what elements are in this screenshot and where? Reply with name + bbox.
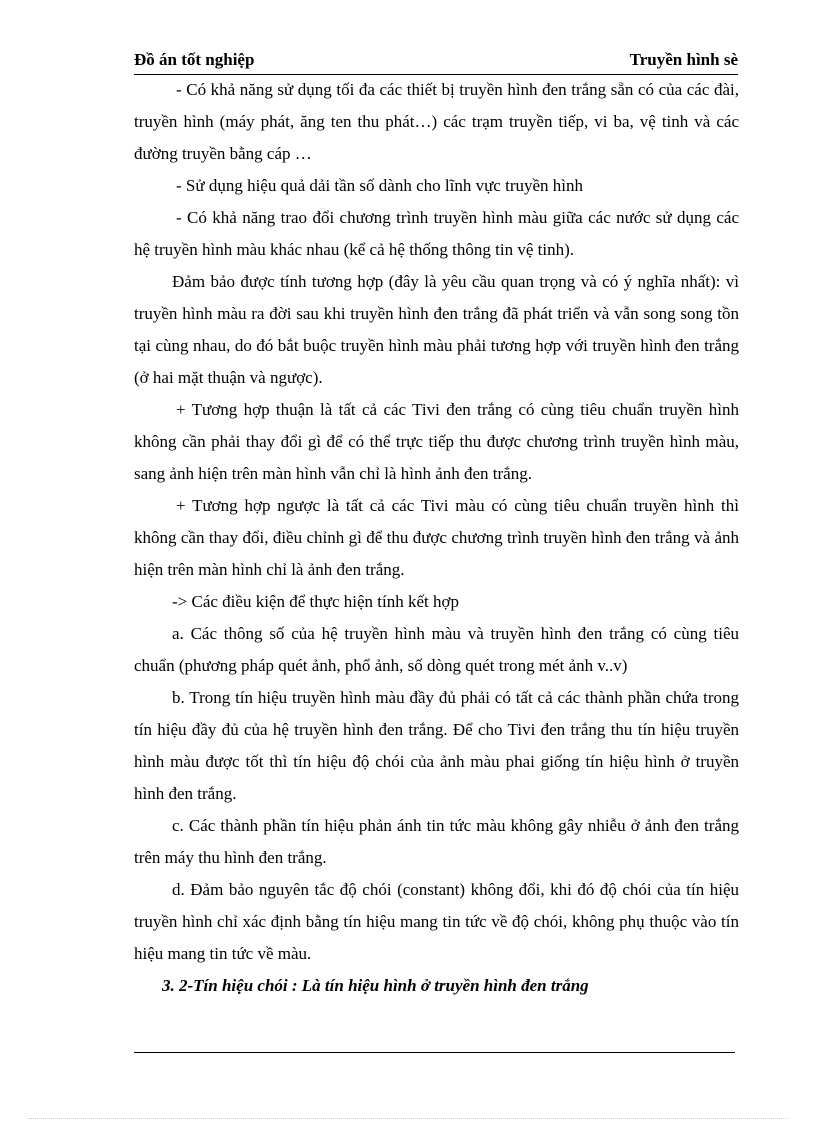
page-header — [134, 50, 738, 75]
paragraph-reuse-equipment: - Có khả năng sử dụng tối đa các thiết bị truyền hình đen trắng sẵn có của các đài, truyền hình (máy phát, ăng ten thu phát…) các trạm truyền tiếp, vi ba, vệ tinh và các đường truyền bằng cáp … — [134, 80, 739, 163]
paragraph-frequency-band: - Sử dụng hiệu quả dải tần số dành cho lĩnh vực truyền hình — [176, 176, 583, 195]
header-document-type: Đồ án tốt nghiệp — [134, 50, 255, 69]
paragraph-forward-compatibility: + Tương hợp thuận là tất cả các Tivi đen trắng có cùng tiêu chuẩn truyền hình không cần phải thay đổi gì để có thể trực tiếp thu được chương trình truyền hình màu, sang ảnh hiện trên màn hình vẫn chỉ là hình ảnh đen trắng. — [134, 400, 739, 483]
paragraph-condition-c: c. Các thành phần tín hiệu phản ánh tin tức màu không gây nhiễu ở ảnh đen trắng trên máy thu hình đen trắng. — [134, 816, 739, 867]
paragraph-condition-a: a. Các thông số của hệ truyền hình màu và truyền hình đen trắng có cùng tiêu chuẩn (phương pháp quét ảnh, phổ ảnh, số dòng quét trong mét ảnh v..v) — [134, 624, 739, 675]
paragraph-program-exchange: - Có khả năng trao đổi chương trình truyền hình màu giữa các nước sử dụng các hệ truyền hình màu khác nhau (kể cả hệ thống thông tin vệ tinh). — [134, 208, 739, 259]
paragraph-conditions-intro: -> Các điều kiện để thực hiện tính kết hợp — [172, 592, 459, 611]
section-heading: 3. 2-Tín hiệu chói : Là tín hiệu hình ở truyền hình đen trắng — [162, 976, 589, 995]
paragraph-condition-d: d. Đảm bảo nguyên tắc độ chói (constant) không đổi, khi đó độ chói của tín hiệu truyền hình chỉ xác định bằng tín hiệu mang tin tức về độ chói, không phụ thuộc vào tín hiệu mang tin tức về màu. — [134, 880, 739, 963]
paragraph-compatibility: Đảm bảo được tính tương hợp (đây là yêu cầu quan trọng và có ý nghĩa nhất): vì truyền hình màu ra đời sau khi truyền hình đen trắng đã phát triển và vẫn song song tồn tại cùng nhau, do đó bắt buộc truyền hình màu phải tương hợp với truyền hình đen trắng (ở hai mặt thuận và ngược). — [134, 272, 739, 387]
page-bottom-edge — [28, 1118, 788, 1119]
footer-rule — [134, 1052, 735, 1053]
paragraph-condition-b: b. Trong tín hiệu truyền hình màu đầy đủ phải có tất cả các thành phần chứa trong tín hiệu đầy đủ của hệ truyền hình đen trắng. Để cho Tivi đen trắng thu tín hiệu truyền hình màu được tốt thì tín hiệu độ chói của ảnh màu phai giống tín hiệu hình ở truyền hình đen trắng. — [134, 688, 739, 803]
document-body — [134, 74, 739, 1002]
paragraph-reverse-compatibility: + Tương hợp ngược là tất cả các Tivi màu có cùng tiêu chuẩn truyền hình thì không cần thay đổi, điều chỉnh gì để thu được chương trình truyền hình đen trắng và ảnh hiện trên màn hình chỉ là ảnh đen trắng. — [134, 496, 739, 579]
header-document-topic: Truyền hình sè — [629, 50, 738, 69]
